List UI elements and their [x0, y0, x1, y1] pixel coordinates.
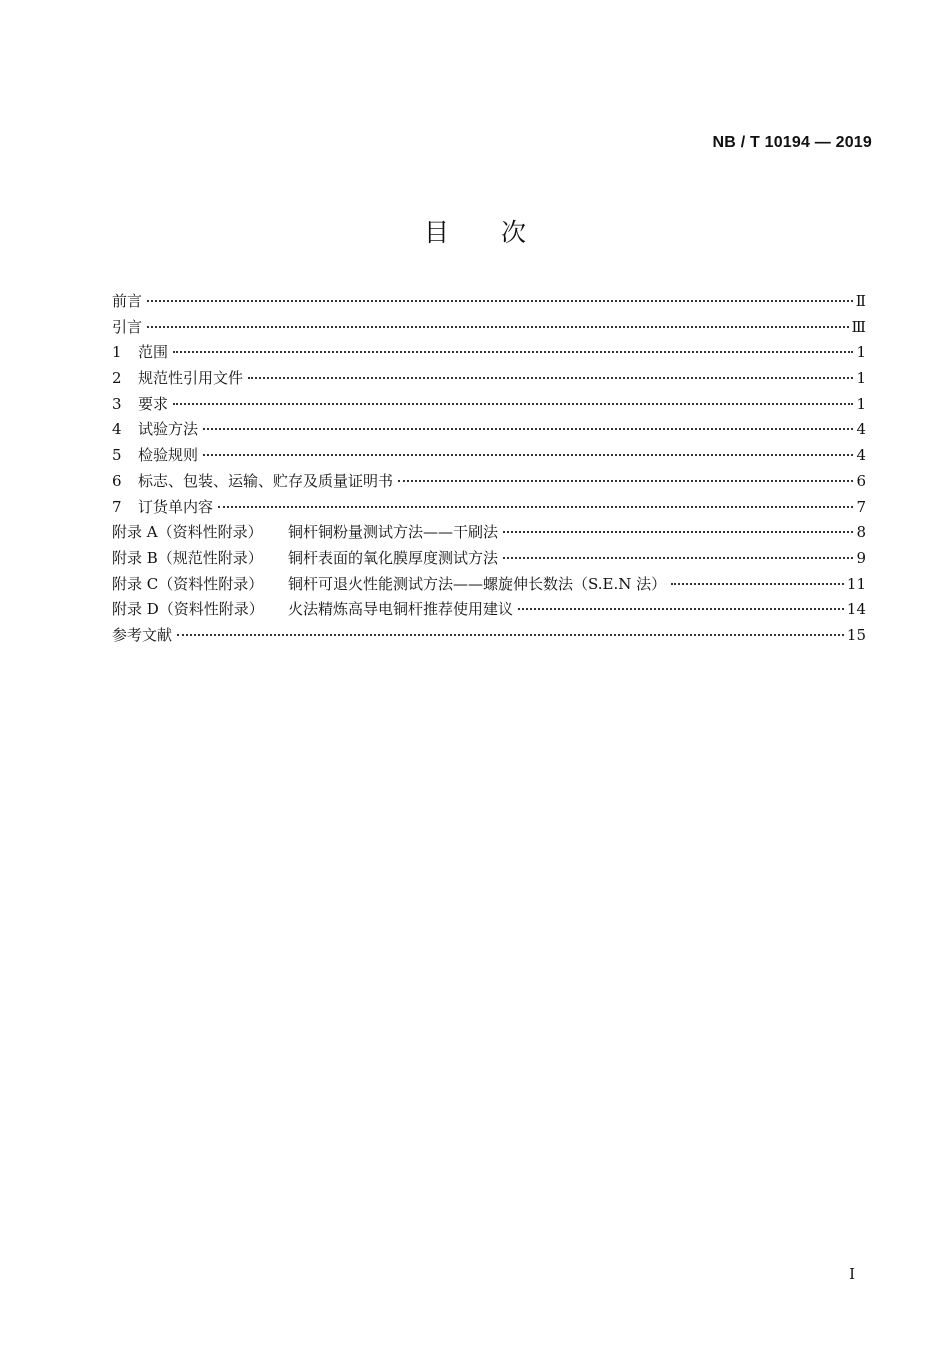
- toc-entry-page: 1: [856, 369, 866, 388]
- toc-entry-page: 1: [856, 394, 866, 413]
- toc-entry-number: 3: [112, 394, 122, 413]
- toc-entry-title: [138, 470, 393, 491]
- toc-dot-leader: [177, 634, 844, 636]
- toc-entry-page: 4: [856, 420, 866, 439]
- toc-entry-title: [112, 290, 142, 311]
- toc-entry-number: 1: [112, 343, 122, 362]
- toc-entry-title-text: 前言: [112, 292, 143, 310]
- toc-entry[interactable]: [112, 470, 866, 496]
- toc-dot-leader: [671, 583, 844, 585]
- toc-entry-page: Ⅲ: [851, 317, 866, 336]
- toc-entry-title: [138, 418, 198, 439]
- toc-entry[interactable]: [112, 418, 866, 444]
- toc-entry-page: 1: [856, 343, 866, 362]
- toc-entry-title-text: 规范性引用文件: [138, 369, 244, 388]
- toc-entry[interactable]: [112, 290, 866, 316]
- toc-dot-leader: [218, 506, 853, 508]
- toc-entry-page: 11: [846, 574, 866, 593]
- toc-entry-title-text: 铜杆表面的氧化膜厚度测试方法: [288, 548, 499, 567]
- toc-entry-title-text: 试验方法: [138, 420, 199, 439]
- toc-dot-leader: [503, 531, 853, 533]
- toc-entry-title-text: 参考文献: [112, 625, 173, 644]
- toc-entry-title: [138, 393, 168, 414]
- toc-entry-title-text: 订货单内容: [138, 497, 214, 516]
- toc-dot-leader: [173, 403, 853, 405]
- toc-dot-leader: [147, 326, 849, 328]
- toc-entry-title: [112, 598, 513, 619]
- toc-entry[interactable]: [112, 316, 866, 342]
- page-title: 目次: [423, 218, 578, 247]
- toc-entry-title: [138, 341, 168, 362]
- toc-entry-title: [112, 316, 142, 337]
- toc-entry-number: 7: [112, 497, 122, 516]
- toc-entry[interactable]: [112, 521, 866, 547]
- toc-entry-page: 9: [856, 548, 866, 567]
- toc-entry[interactable]: [112, 341, 866, 367]
- toc-entry-title-text: 铜杆可退火性能测试方法——螺旋伸长数法（S.E.N 法）: [288, 574, 667, 593]
- toc-entry-page: 8: [856, 523, 866, 542]
- toc-entry-title: [138, 496, 213, 517]
- toc-entry-title: [112, 624, 172, 645]
- toc-entry[interactable]: [112, 547, 866, 573]
- toc-entry-annex-label: 附录 A（资料性附录）: [112, 523, 263, 542]
- toc-entry-title-text: 检验规则: [138, 446, 199, 465]
- toc-dot-leader: [147, 300, 853, 302]
- toc-entry-page: 7: [856, 497, 866, 516]
- toc-entry-annex-label: 附录 B（规范性附录）: [112, 548, 263, 567]
- toc-entry-title-text: 引言: [112, 317, 143, 336]
- toc-entry-annex-label: 附录 D（资料性附录）: [112, 600, 264, 619]
- toc-entry-title: [138, 367, 243, 388]
- toc-dot-leader: [503, 557, 853, 559]
- toc-dot-leader: [173, 351, 853, 353]
- toc-entry[interactable]: [112, 367, 866, 393]
- toc-dot-leader: [248, 377, 853, 379]
- toc-entry-title-text: 标志、包装、运输、贮存及质量证明书: [138, 471, 394, 490]
- toc-dot-leader: [518, 608, 844, 610]
- toc-entry-page: 15: [846, 625, 866, 644]
- toc-entry-page: Ⅱ: [855, 292, 866, 310]
- toc-entry[interactable]: [112, 624, 866, 650]
- toc-entry-title-text: 铜杆铜粉量测试方法——干刷法: [288, 523, 499, 542]
- toc-entry-number: 4: [112, 420, 122, 439]
- toc-dot-leader: [398, 480, 853, 482]
- toc-entry-title: [112, 547, 498, 568]
- page-number: I: [849, 1265, 855, 1283]
- toc-dot-leader: [203, 454, 853, 456]
- toc-entry-number: 6: [112, 471, 122, 490]
- toc-entry-number: 2: [112, 369, 122, 388]
- toc-entry-page: 4: [856, 446, 866, 465]
- toc-entry-number: 5: [112, 446, 122, 465]
- toc-entry-title: [138, 444, 198, 465]
- toc-dot-leader: [203, 428, 853, 430]
- toc-entry-title-text: 范围: [138, 343, 169, 362]
- toc-entry[interactable]: [112, 598, 866, 624]
- toc-entry[interactable]: [112, 496, 866, 522]
- toc-entry-title-text: 火法精炼高导电铜杆推荐使用建议: [288, 600, 514, 619]
- standard-code: NB / T 10194 — 2019: [712, 134, 872, 151]
- toc-entry-annex-label: 附录 C（资料性附录）: [112, 574, 264, 593]
- toc-entry-title: [112, 573, 666, 594]
- toc-entry-title: [112, 521, 498, 542]
- table-of-contents: [112, 290, 866, 650]
- toc-entry[interactable]: [112, 573, 866, 599]
- toc-entry-title-text: 要求: [138, 394, 169, 413]
- toc-entry-page: 6: [856, 471, 866, 490]
- toc-entry-page: 14: [846, 600, 866, 619]
- toc-entry[interactable]: [112, 393, 866, 419]
- toc-entry[interactable]: [112, 444, 866, 470]
